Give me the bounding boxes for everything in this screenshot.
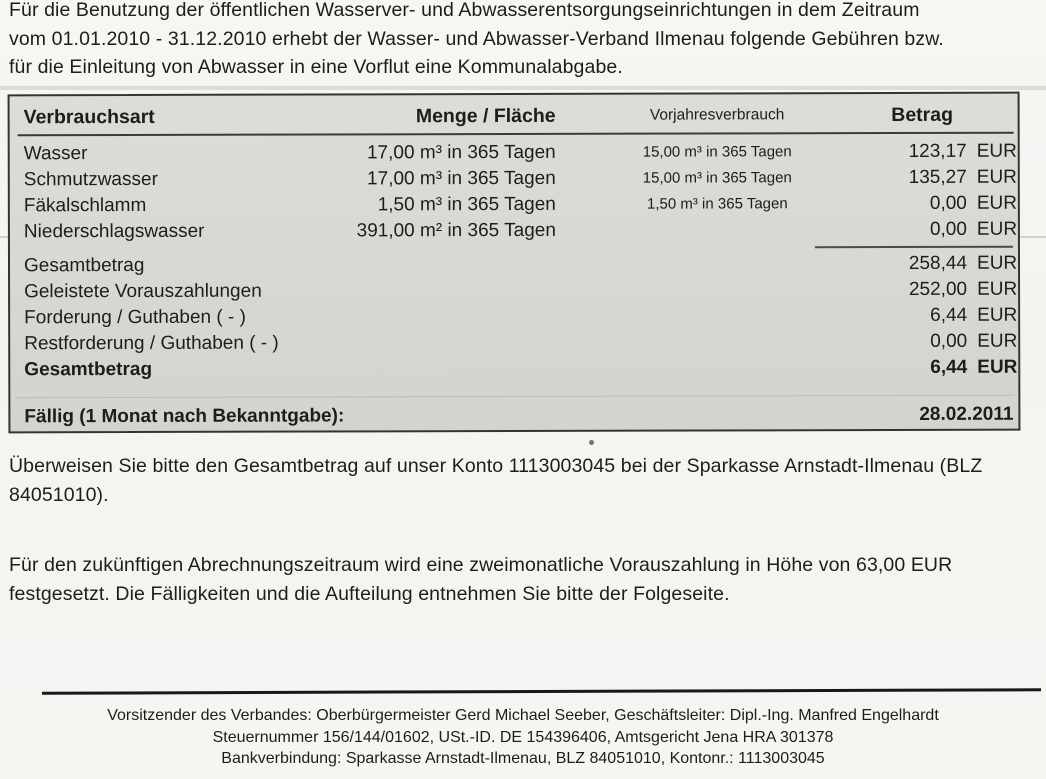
footer-divider xyxy=(42,688,1041,694)
intro-paragraph xyxy=(9,0,1046,82)
intro-line: Für die Benutzung der öffentlichen Wasserver- und Abwasserentsorgungseinrichtungen in dem Zeitraum xyxy=(9,0,920,21)
advance-note-line: festgesetzt. Die Fälligkeiten und die Aufteilung entnehmen Sie bitte der Folgeseite. xyxy=(9,582,730,605)
advance-note-line: Für den zukünftigen Abrechnungszeitraum wird eine zweimonatliche Vorauszahlung in Höhe von 63,00 EUR xyxy=(9,554,953,576)
summary-currency: EUR xyxy=(976,252,1018,274)
summary-currency: EUR xyxy=(977,278,1018,300)
summary-currency: EUR xyxy=(977,356,1018,378)
summary-row-forderung xyxy=(10,303,1018,332)
row-previous-year xyxy=(610,217,825,218)
summary-row-vorauszahlungen xyxy=(10,277,1018,306)
summary-label: Gesamtbetrag xyxy=(23,254,145,277)
table-row-niederschlagswasser xyxy=(10,217,1018,246)
scan-artifact xyxy=(589,440,594,445)
scan-artifact xyxy=(0,86,1046,90)
payment-note-line: 84051010). xyxy=(9,483,109,506)
row-quantity: 17,00 m³ in 365 Tagen xyxy=(366,141,556,164)
row-quantity: 17,00 m³ in 365 Tagen xyxy=(367,167,556,190)
intro-line: für die Einleitung von Abwasser in eine Vorflut eine Kommunalabgabe. xyxy=(9,56,623,78)
summary-label: Geleistete Vorauszahlungen xyxy=(24,280,262,303)
summary-currency: EUR xyxy=(977,304,1018,326)
summary-amount: 252,00 xyxy=(908,278,968,300)
fee-table xyxy=(8,92,1021,434)
summary-label: Gesamtbetrag xyxy=(24,358,153,381)
payment-note xyxy=(9,452,1046,509)
summary-amount: 258,44 xyxy=(908,252,968,274)
row-amount: 0,00 xyxy=(929,192,967,214)
header-amount: Betrag xyxy=(891,103,954,127)
header-quantity-area: Menge / Fläche xyxy=(415,104,556,128)
header-previous-year: Vorjahresverbrauch xyxy=(649,106,785,124)
summary-amount: 0,00 xyxy=(930,330,968,352)
row-consumption-type: Schmutzwasser xyxy=(23,168,158,191)
row-previous-year: 15,00 m³ in 365 Tagen xyxy=(642,143,792,161)
summary-label: Restforderung / Guthaben ( - ) xyxy=(24,332,279,355)
summary-amount: 6,44 xyxy=(930,356,968,378)
payment-note-line: Überweisen Sie bitte den Gesamtbetrag auf unser Konto 1113003045 bei der Sparkasse Arnstadt-Ilmenau (BLZ xyxy=(9,455,983,477)
summary-row-gesamtbetrag-final xyxy=(10,355,1018,384)
due-label: Fällig (1 Monat nach Bekanntgabe): xyxy=(24,405,345,428)
footer xyxy=(30,705,1016,770)
header-divider xyxy=(18,132,1014,137)
table-row-schmutzwasser xyxy=(10,165,1018,194)
summary-label: Forderung / Guthaben ( - ) xyxy=(24,306,246,329)
summary-row-gesamtbetrag xyxy=(10,251,1018,280)
advance-payment-note xyxy=(9,551,1046,608)
header-consumption-type: Verbrauchsart xyxy=(23,105,155,129)
row-consumption-type: Wasser xyxy=(23,143,88,165)
summary-currency: EUR xyxy=(977,330,1018,352)
row-currency: EUR xyxy=(976,192,1017,214)
due-date: 28.02.2011 xyxy=(919,403,1014,425)
footer-line-tax: Steuernummer 156/144/01602, USt.-ID. DE 154396406, Amtsgericht Jena HRA 301378 xyxy=(212,728,834,746)
table-row-faekalschlamm xyxy=(10,191,1018,220)
row-previous-year: 15,00 m³ in 365 Tagen xyxy=(642,169,792,187)
row-consumption-type: Fäkalschlamm xyxy=(23,194,147,217)
footer-line-bank: Bankverbindung: Sparkasse Arnstadt-Ilmenau, BLZ 84051010, Kontonr.: 1113003045 xyxy=(221,750,825,767)
footer-line-chairman: Vorsitzender des Verbandes: Oberbürgermeister Gerd Michael Seeber, Geschäftsleiter: Dipl.-Ing. Manfred Engelhardt xyxy=(107,707,939,724)
subtotal-divider xyxy=(815,246,1013,249)
row-quantity: 1,50 m³ in 365 Tagen xyxy=(377,193,556,216)
due-date-row xyxy=(10,402,1018,431)
row-previous-year: 1,50 m³ in 365 Tagen xyxy=(646,195,788,213)
row-amount: 135,27 xyxy=(908,166,967,188)
summary-row-restforderung xyxy=(10,329,1018,358)
intro-line: vom 01.01.2010 - 31.12.2010 erhebt der Wasser- und Abwasser-Verband Ilmenau folgende Gebühren bzw. xyxy=(9,27,944,50)
table-row-wasser xyxy=(10,139,1018,168)
row-amount: 123,17 xyxy=(908,140,967,162)
row-currency: EUR xyxy=(976,140,1017,162)
row-consumption-type: Niederschlagswasser xyxy=(23,220,205,243)
row-currency: EUR xyxy=(976,166,1017,188)
summary-amount: 6,44 xyxy=(930,304,968,326)
row-amount: 0,00 xyxy=(929,218,967,240)
row-quantity: 391,00 m² in 365 Tagen xyxy=(356,219,556,242)
due-divider xyxy=(14,395,1014,399)
row-currency: EUR xyxy=(976,218,1018,240)
table-header-row xyxy=(10,100,1018,133)
